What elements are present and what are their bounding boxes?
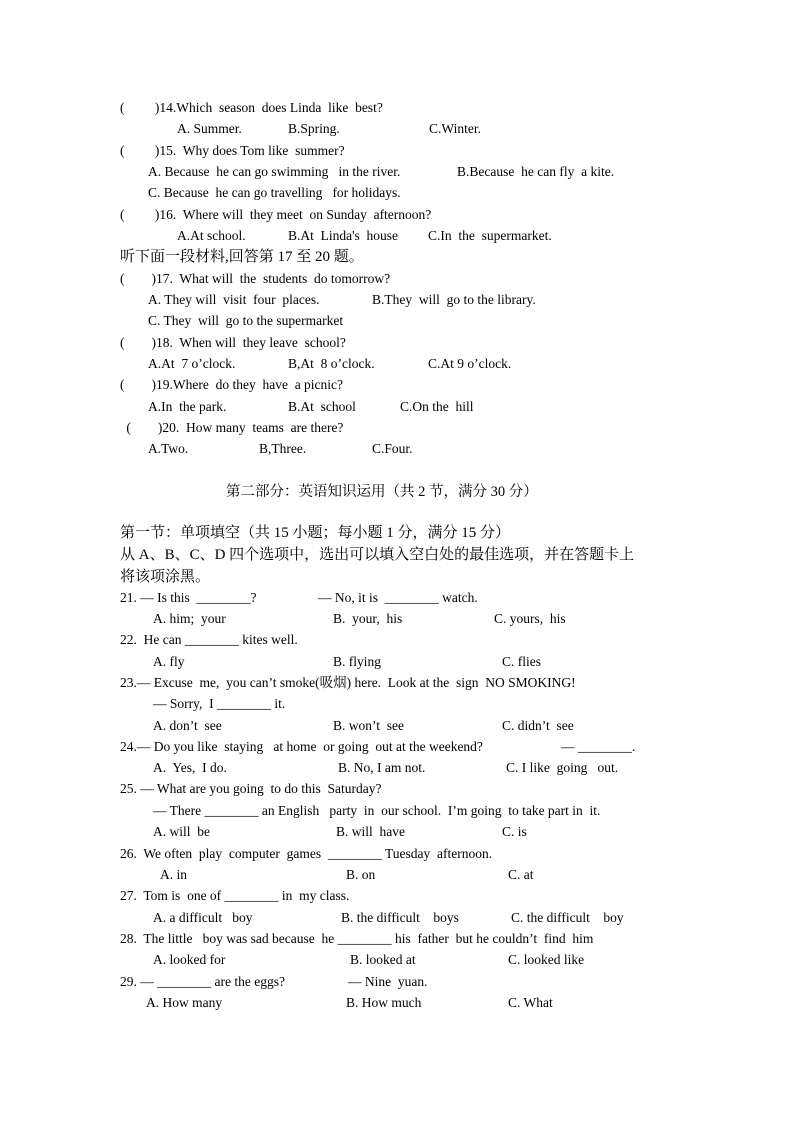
question-20-option-a: A.Two.: [148, 441, 189, 456]
question-19-option-a: A.In the park.: [148, 399, 227, 414]
question-18-option-c: C.At 9 o’clock.: [428, 356, 512, 371]
question-17-option-c: C. They will go to the supermarket: [148, 313, 344, 328]
question-24-option-b: B. No, I am not.: [338, 760, 426, 775]
question-21-option-c: C. yours, his: [494, 611, 566, 626]
question-28-option-c: C. looked like: [508, 952, 585, 967]
instruction-line-1: 从 A、B、C、D 四个选项中，选出可以填入空白处的最佳选项，并在答题卡上: [120, 547, 635, 563]
question-16-option-b: B.At Linda's house: [288, 228, 399, 243]
question-29-stem: 29. — ________ are the eggs?: [120, 974, 285, 989]
question-18-option-a: A.At 7 o’clock.: [148, 356, 236, 371]
question-24-option-a: A. Yes, I do.: [153, 760, 227, 775]
question-16-option-a: A.At school.: [177, 228, 246, 243]
section-1-title: 第一节：单项填空（共 15 小题；每小题 1 分，满分 15 分）: [120, 525, 511, 541]
question-22-option-b: B. flying: [333, 654, 382, 669]
question-20-option-b: B,Three.: [259, 441, 307, 456]
question-23-stem: 23.— Excuse me, you can’t smoke(吸烟) here. Look at the sign NO SMOKING!: [120, 675, 576, 690]
question-17-option-a: A. They will visit four places.: [148, 292, 320, 307]
question-20-stem: ( )20. How many teams are there?: [123, 420, 344, 435]
question-19-option-c: C.On the hill: [400, 399, 474, 414]
question-15-option-b: B.Because he can fly a kite.: [457, 164, 615, 179]
question-25-reply: — There ________ an English party in our school. I’m going to take part in it.: [153, 803, 601, 818]
question-15-option-a: A. Because he can go swimming in the river.: [148, 164, 401, 179]
question-19-stem: ( )19.Where do they have a picnic?: [120, 377, 344, 392]
question-28-option-b: B. looked at: [350, 952, 416, 967]
question-21-option-b: B. your, his: [333, 611, 403, 626]
question-16-option-c: C.In the supermarket.: [428, 228, 552, 243]
question-14-option-c: C.Winter.: [429, 121, 481, 136]
question-23-option-c: C. didn’t see: [502, 718, 574, 733]
question-18-option-b: B,At 8 o’clock.: [288, 356, 375, 371]
question-17-stem: ( )17. What will the students do tomorrow?: [120, 271, 391, 286]
question-25-option-b: B. will have: [336, 824, 405, 839]
question-27-option-c: C. the difficult boy: [511, 910, 624, 925]
question-21-option-a: A. him; your: [153, 611, 226, 626]
question-25-option-c: C. is: [502, 824, 527, 839]
question-23-option-a: A. don’t see: [153, 718, 222, 733]
question-20-option-c: C.Four.: [372, 441, 413, 456]
question-29-option-b: B. How much: [346, 995, 422, 1010]
question-15-option-c: C. Because he can go travelling for holidays.: [148, 185, 401, 200]
question-16-stem: ( )16. Where will they meet on Sunday afternoon?: [120, 207, 432, 222]
question-25-stem: 25. — What are you going to do this Saturday?: [120, 781, 382, 796]
question-24-reply: — ________.: [561, 739, 636, 754]
question-14-option-a: A. Summer.: [177, 121, 242, 136]
question-14-option-b: B.Spring.: [288, 121, 340, 136]
question-23-reply: — Sorry, I ________ it.: [153, 696, 286, 711]
question-22-stem: 22. He can ________ kites well.: [120, 632, 298, 647]
question-19-option-b: B.At school: [288, 399, 356, 414]
question-26-stem: 26. We often play computer games ________ Tuesday afternoon.: [120, 846, 493, 861]
question-27-stem: 27. Tom is one of ________ in my class.: [120, 888, 350, 903]
question-24-stem: 24.— Do you like staying at home or going out at the weekend?: [120, 739, 483, 754]
question-14-stem: ( )14.Which season does Linda like best?: [120, 100, 383, 115]
question-27-option-b: B. the difficult boys: [341, 910, 459, 925]
question-17-option-b: B.They will go to the library.: [372, 292, 536, 307]
question-26-option-c: C. at: [508, 867, 534, 882]
question-21-reply: — No, it is ________ watch.: [318, 590, 478, 605]
part-2-title: 第二部分：英语知识运用（共 2 节，满分 30 分）: [226, 484, 538, 500]
question-29-option-a: A. How many: [146, 995, 223, 1010]
question-22-option-a: A. fly: [153, 654, 185, 669]
question-15-stem: ( )15. Why does Tom like summer?: [120, 143, 345, 158]
question-29-reply: — Nine yuan.: [348, 974, 428, 989]
question-22-option-c: C. flies: [502, 654, 541, 669]
question-28-option-a: A. looked for: [153, 952, 226, 967]
listening-instruction: 听下面一段材料,回答第 17 至 20 题。: [120, 249, 364, 265]
instruction-line-2: 将该项涂黑。: [120, 569, 211, 585]
question-24-option-c: C. I like going out.: [506, 760, 619, 775]
question-27-option-a: A. a difficult boy: [153, 910, 253, 925]
question-26-option-a: A. in: [160, 867, 187, 882]
question-26-option-b: B. on: [346, 867, 376, 882]
question-28-stem: 28. The little boy was sad because he ________ his father but he couldn’t find him: [120, 931, 594, 946]
question-29-option-c: C. What: [508, 995, 553, 1010]
question-23-option-b: B. won’t see: [333, 718, 404, 733]
question-18-stem: ( )18. When will they leave school?: [120, 335, 346, 350]
question-21-stem: 21. — Is this ________?: [120, 590, 257, 605]
question-25-option-a: A. will be: [153, 824, 210, 839]
